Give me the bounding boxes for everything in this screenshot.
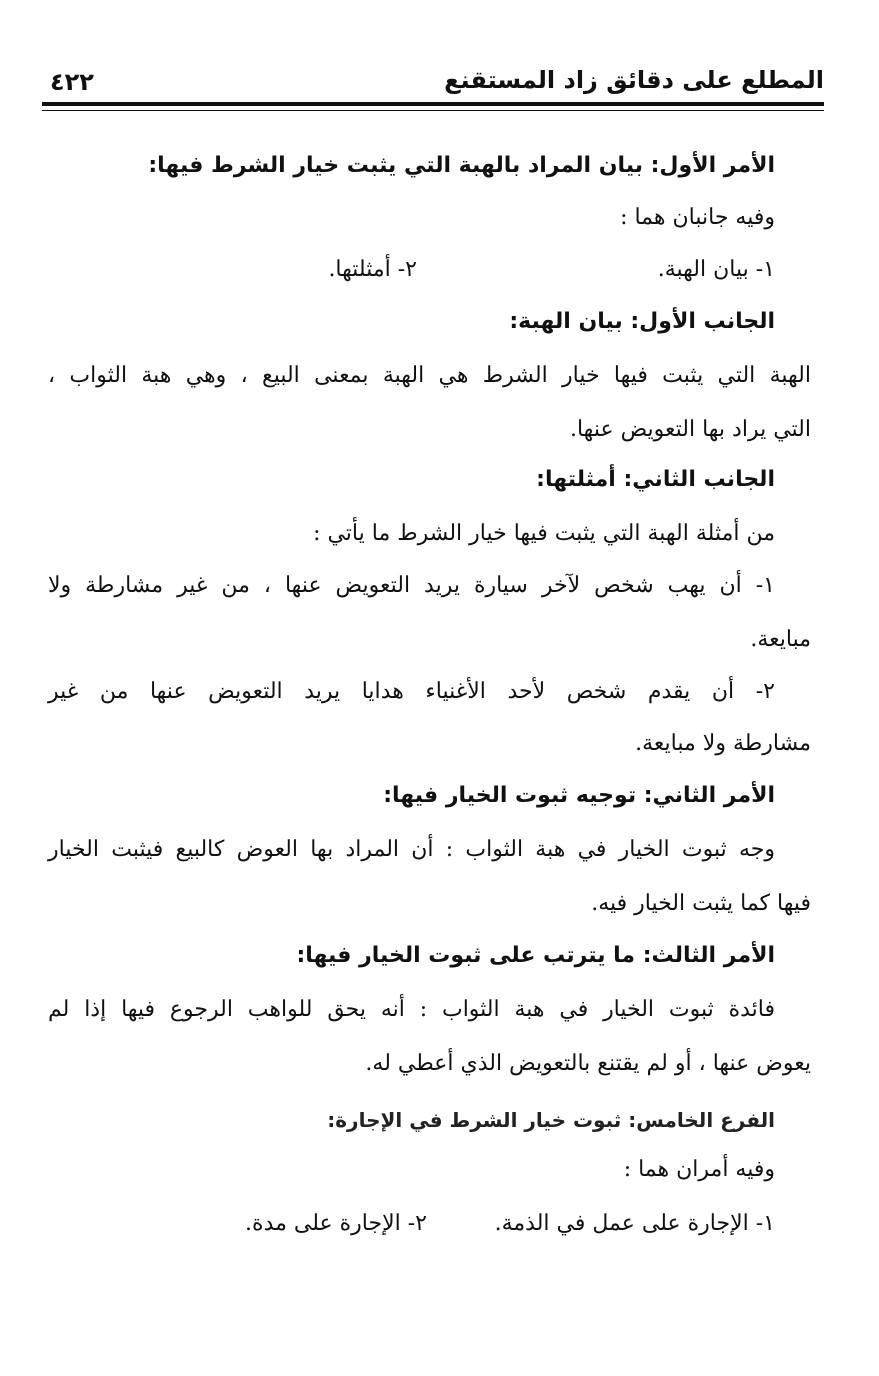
book-title: المطلع على دقائق زاد المستقنع bbox=[444, 66, 824, 94]
paragraph-2-line-2: التي يراد بها التعويض عنها. bbox=[569, 417, 811, 442]
paragraph-4-line-2: مبايعة. bbox=[750, 627, 811, 652]
subsection-heading-2: الجانب الثاني: أمثلتها: bbox=[536, 467, 775, 492]
paragraph-5-line-2: مشارطة ولا مبايعة. bbox=[635, 731, 811, 756]
branch-heading-5: الفرع الخامس: ثبوت خيار الشرط في الإجارة: bbox=[327, 1108, 775, 1132]
header-rule-thin bbox=[42, 110, 824, 111]
paragraph-6-line-1: وجه ثبوت الخيار في هبة الثواب : أن المراد بها العوض كالبيع فيثبت الخيار bbox=[48, 837, 775, 862]
running-header bbox=[42, 62, 824, 102]
paragraph-2-line-1: الهبة التي يثبت فيها خيار الشرط هي الهبة بمعنى البيع ، وهي هبة الثواب ، bbox=[48, 363, 811, 388]
list-item-2-1: ١- الإجارة على عمل في الذمة. bbox=[494, 1211, 775, 1236]
paragraph-8: وفيه أمران هما : bbox=[623, 1157, 775, 1182]
paragraph-6-line-2: فيها كما يثبت الخيار فيه. bbox=[591, 891, 811, 916]
section-heading-2: الأمر الثاني: توجيه ثبوت الخيار فيها: bbox=[383, 783, 775, 808]
header-rule-thick bbox=[42, 102, 824, 106]
paragraph-intro-1: وفيه جانبان هما : bbox=[620, 205, 775, 230]
section-heading-3: الأمر الثالث: ما يترتب على ثبوت الخيار فيها: bbox=[296, 943, 775, 968]
list-item-2-2: ٢- الإجارة على مدة. bbox=[245, 1211, 427, 1236]
section-heading-1: الأمر الأول: بيان المراد بالهبة التي يثبت خيار الشرط فيها: bbox=[148, 153, 775, 178]
paragraph-3: من أمثلة الهبة التي يثبت فيها خيار الشرط ما يأتي : bbox=[313, 521, 775, 546]
list-item-1-1: ١- بيان الهبة. bbox=[657, 257, 775, 282]
page-number: ٤٢٢ bbox=[50, 68, 94, 96]
list-item-1-2: ٢- أمثلتها. bbox=[328, 257, 417, 282]
paragraph-7-line-1: فائدة ثبوت الخيار في هبة الثواب : أنه يحق للواهب الرجوع فيها إذا لم bbox=[48, 997, 775, 1022]
paragraph-7-line-2: يعوض عنها ، أو لم يقتنع بالتعويض الذي أعطي له. bbox=[365, 1051, 811, 1076]
subsection-heading-1: الجانب الأول: بيان الهبة: bbox=[509, 309, 775, 334]
paragraph-5-line-1: ٢- أن يقدم شخص لأحد الأغنياء هدايا يريد التعويض عنها من غير bbox=[48, 679, 775, 704]
paragraph-4-line-1: ١- أن يهب شخص لآخر سيارة يريد التعويض عنها ، من غير مشارطة ولا bbox=[48, 573, 775, 598]
